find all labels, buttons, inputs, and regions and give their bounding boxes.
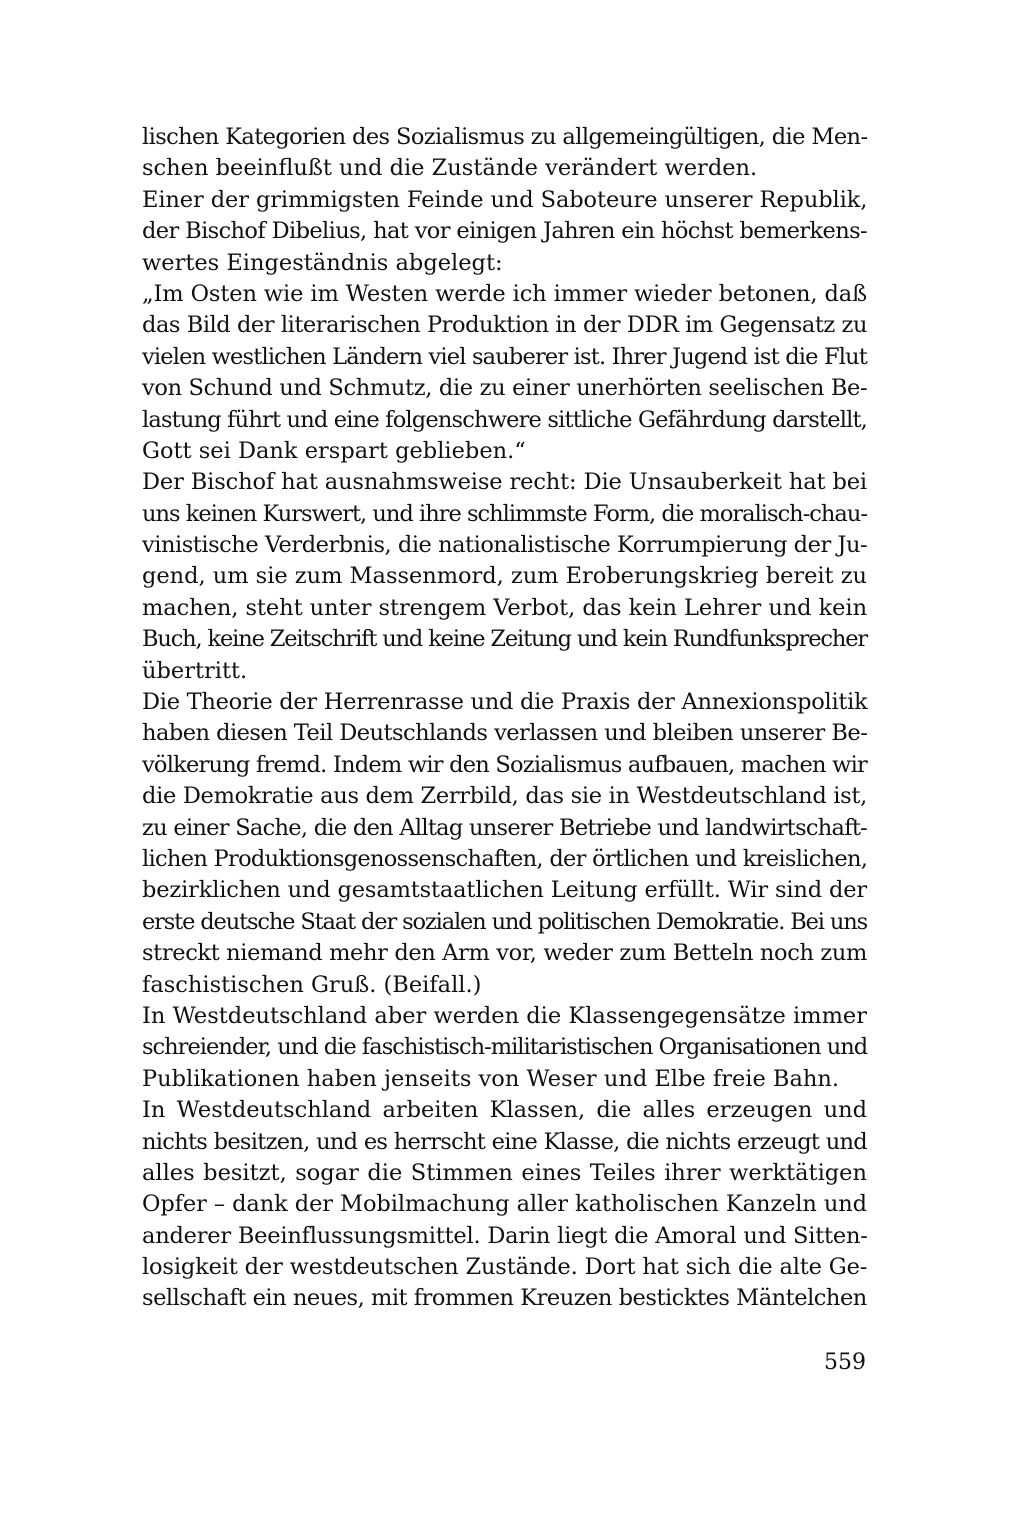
text-line: lischen Kategorien des Sozialismus zu allgemeingültigen, die Men- xyxy=(142,124,868,150)
body-text xyxy=(142,122,867,1315)
text-line: Gott sei Dank erspart geblieben.“ xyxy=(142,437,526,464)
text-line: faschistischen Gruß. (Beifall.) xyxy=(142,971,482,998)
text-line: haben diesen Teil Deutschlands verlassen und bleiben unserer Be- xyxy=(142,720,868,747)
text-line: übertritt. xyxy=(142,657,248,684)
text-line: zu einer Sache, die den Alltag unserer Betriebe und landwirtschaft- xyxy=(142,814,867,841)
paragraph xyxy=(142,279,867,467)
text-line: völkerung fremd. Indem wir den Sozialismus aufbauen, machen wir xyxy=(142,751,867,778)
text-line: streckt niemand mehr den Arm vor, weder zum Betteln noch zum xyxy=(142,940,867,967)
paragraph xyxy=(142,467,867,687)
text-line: das Bild der literarischen Produktion in der DDR im Gegensatz zu xyxy=(142,312,867,339)
text-line: Einer der grimmigsten Feinde und Saboteure unserer Republik, xyxy=(142,186,868,213)
text-line: der Bischof Dibelius, hat vor einigen Jahren ein höchst bemerkens- xyxy=(142,218,867,245)
paragraph xyxy=(142,1095,867,1315)
paragraph xyxy=(142,687,867,1001)
text-line: nichts besitzen, und es herrscht eine Klasse, die nichts erzeugt und xyxy=(142,1128,867,1155)
text-line: schen beeinflußt und die Zustände verändert werden. xyxy=(142,155,758,182)
text-line: „Im Osten wie im Westen werde ich immer wieder betonen, daß xyxy=(142,280,867,307)
text-line: Buch, keine Zeitschrift und keine Zeitung und kein Rundfunksprecher xyxy=(142,626,867,653)
text-line: In Westdeutschland arbeiten Klassen, die alles erzeugen und xyxy=(142,1097,867,1124)
paragraph xyxy=(142,1001,867,1095)
text-line: Die Theorie der Herrenrasse und die Praxis der Annexionspolitik xyxy=(142,689,868,716)
text-line: Opfer – dank der Mobilmachung aller katholischen Kanzeln und xyxy=(142,1191,867,1218)
text-line: gend, um sie zum Massenmord, zum Eroberungskrieg bereit zu xyxy=(142,563,867,590)
text-line: lastung führt und eine folgenschwere sittliche Gefährdung darstellt, xyxy=(142,406,867,433)
text-line: vinistische Verderbnis, die nationalistische Korrumpierung der Ju- xyxy=(142,532,868,559)
text-line: schreiender, und die faschistisch-militaristischen Organisationen und xyxy=(142,1034,868,1061)
paragraph xyxy=(142,122,867,185)
text-line: losigkeit der westdeutschen Zustände. Dort hat sich die alte Ge- xyxy=(142,1254,868,1281)
text-line: von Schund und Schmutz, die zu einer unerhörten seelischen Be- xyxy=(142,375,868,402)
text-line: erste deutsche Staat der sozialen und politischen Demokratie. Bei uns xyxy=(142,908,867,935)
text-line: In Westdeutschland aber werden die Klassengegensätze immer xyxy=(142,1002,867,1029)
text-line: die Demokratie aus dem Zerrbild, das sie in Westdeutschland ist, xyxy=(142,783,867,810)
text-line: vielen westlichen Ländern viel sauberer ist. Ihrer Jugend ist die Flut xyxy=(142,343,867,370)
text-line: lichen Produktionsgenossenschaften, der örtlichen und kreislichen, xyxy=(142,845,868,872)
text-line: sellschaft ein neues, mit frommen Kreuzen besticktes Mäntelchen xyxy=(142,1285,867,1312)
paragraph xyxy=(142,185,867,279)
text-line: bezirklichen und gesamtstaatlichen Leitung erfüllt. Wir sind der xyxy=(142,877,867,904)
text-line: uns keinen Kurswert, und ihre schlimmste Form, die moralisch-chau- xyxy=(142,500,867,527)
text-line: machen, steht unter strengem Verbot, das kein Lehrer und kein xyxy=(142,594,867,621)
text-line: Publikationen haben jenseits von Weser und Elbe freie Bahn. xyxy=(142,1065,840,1092)
text-line: wertes Eingeständnis abgelegt: xyxy=(142,249,503,276)
text-line: anderer Beeinflussungsmittel. Darin liegt die Amoral und Sitten- xyxy=(142,1222,868,1249)
page-number: 559 xyxy=(824,1350,866,1375)
text-line: Der Bischof hat ausnahmsweise recht: Die Unsauberkeit hat bei xyxy=(142,469,867,496)
text-line: alles besitzt, sogar die Stimmen eines Teiles ihrer werktätigen xyxy=(142,1159,867,1186)
